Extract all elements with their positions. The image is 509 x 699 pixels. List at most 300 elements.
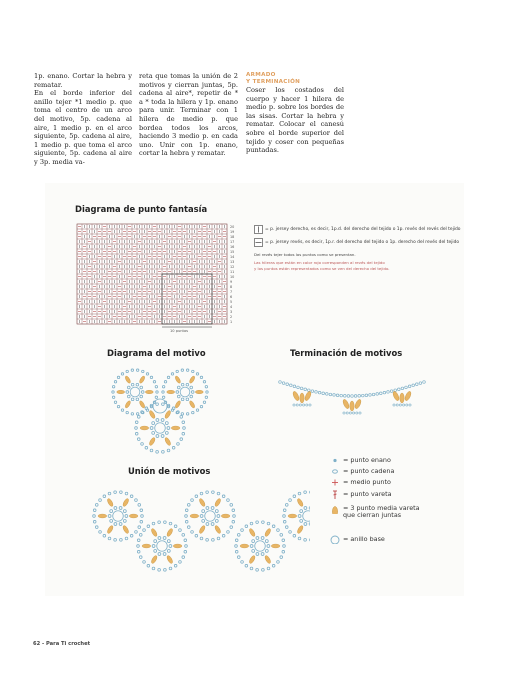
chain-bead [372,393,375,396]
ring-bead [215,519,218,522]
chain-bead [142,370,144,372]
chain-bead [340,394,343,397]
chain-bead [326,393,329,396]
petal-cluster [129,514,138,518]
ring-bead [177,395,180,398]
ring-bead [125,515,128,518]
chain-bead [141,443,144,446]
anillo-icon [329,535,343,544]
ring-bead [140,395,143,398]
ring-bead [167,549,170,552]
ring-bead [152,422,155,425]
chain-bead [365,394,368,397]
petal-cluster [354,399,362,410]
motif-diagram [110,362,210,457]
ring-bead [298,515,301,518]
chain-bead [143,561,146,564]
chain-bead [217,492,220,495]
petal-cluster [164,437,172,446]
ring-bead [126,391,129,394]
chain-bead [353,412,355,414]
petal-cluster [171,426,180,430]
chain-bead [169,567,172,570]
chain-bead [289,531,292,534]
ring-bead [154,549,157,552]
petal-cluster [198,525,206,534]
article-column-2 [139,72,238,158]
ring-bead [304,523,307,526]
petal-cluster [264,528,272,537]
chain-bead [145,407,148,410]
ring-bead [217,515,220,518]
vareta-icon [329,490,343,499]
chain-bead [200,405,202,407]
chain-bead [235,539,238,542]
chart-note-red: y los puntos están representados como se ven del derecho del tejido. [254,266,390,271]
chain-bead [293,385,296,388]
ring-bead [267,545,270,548]
chain-bead [280,556,283,559]
row-label: 12 [230,265,235,269]
row-label: 4 [230,305,233,309]
jersey-derecho-icon [254,225,263,234]
chain-bead [138,504,141,507]
chain-bead [112,391,114,393]
chain-bead [117,405,119,407]
ring-bead [127,395,130,398]
chain-bead [408,385,411,388]
ring-bead [186,398,189,401]
chain-bead [282,550,285,553]
petal-cluster [404,391,412,402]
chain-bead [137,438,140,441]
ring-bead [131,398,134,401]
chain-bead [336,394,339,397]
chain-bead [285,526,288,529]
chain-bead [303,404,305,406]
chain-bead [126,411,128,413]
chain-bead [185,545,188,548]
chain-bead [112,396,114,398]
chain-bead [130,534,133,537]
chain-bead [162,391,164,393]
chain-bead [296,404,298,406]
chain-bead [250,567,253,570]
petal-cluster [189,375,196,384]
chain-bead [347,395,350,398]
ring-bead [304,507,307,510]
ring-bead [252,540,255,543]
petal-cluster [400,393,404,403]
chain-bead [282,539,285,542]
chain-bead [205,396,207,398]
petal-cluster [240,544,249,548]
chain-bead [293,495,296,498]
chain-bead [103,534,106,537]
ring-bead [114,523,117,526]
chain-bead [156,451,159,454]
ring-bead [152,545,155,548]
chain-bead [135,432,138,435]
chain-bead [206,491,209,494]
chain-bead [401,387,404,390]
cadena-oval-icon [329,467,343,476]
row-label: 11 [230,270,235,274]
chain-bead [131,369,133,371]
chain-bead [99,499,102,502]
ring-bead [158,537,161,540]
chain-bead [387,391,390,394]
chain-bead [419,382,422,385]
chain-bead [212,491,215,494]
chain-bead [150,449,153,452]
petal-cluster [139,375,146,384]
ring-bead [265,540,268,543]
chain-bead [241,529,244,532]
chain-bead [237,556,240,559]
chain-bead [322,392,325,395]
petal-cluster [122,498,130,507]
chain-bead [267,567,270,570]
chain-bead [283,545,286,548]
chain-bead [203,381,205,383]
chain-bead [289,499,292,502]
key-row [329,456,391,465]
ring-bead [181,383,184,386]
key-row [329,478,391,487]
chain-bead [140,520,143,523]
key-label: = punto enano [343,456,391,464]
chain-bead [329,393,332,396]
chain-bead [164,569,167,572]
row-label: 6 [230,295,233,299]
row-label: 13 [230,260,235,264]
chain-bead [185,520,188,523]
chain-bead [241,561,244,564]
enano-dot-icon [329,456,343,465]
ring-bead [300,519,303,522]
section-heading: ARMADO [246,72,276,78]
chain-bead [383,391,386,394]
chain-bead [406,404,408,406]
chain-bead [179,561,182,564]
chain-bead [139,534,142,537]
chain-bead [156,403,159,406]
chain-bead [230,504,233,507]
union-diagram [80,478,310,588]
motivo-title: Diagrama del motivo [107,348,206,358]
row-label: 10 [230,275,235,279]
chain-bead [174,525,177,528]
petal-cluster [300,393,304,403]
chain-bead [230,526,233,529]
paragraph: Coser los costados del cuerpo y hacer 1 hilera de medio p. sobre los bordes de las sisas. Cortar la hebra y rematar. Colocar el canesú sobre el borde superior del tejido y coser con pequeñas puntadas. [246,86,344,155]
chain-bead [182,421,185,424]
chain-bead [182,432,185,435]
key-row [329,467,394,476]
chain-bead [306,404,308,406]
chain-bead [114,539,117,542]
chain-bead [195,495,198,498]
row-label: 17 [230,240,235,244]
chain-bead [286,383,289,386]
terminacion-title: Terminación de motivos [290,348,403,358]
ring-bead [191,391,194,394]
anillo-base [205,511,216,522]
chain-bead [282,382,285,385]
chain-bead [138,526,141,529]
chain-bead [227,499,230,502]
chain-bead [150,376,152,378]
ring-bead [156,435,159,438]
petal-cluster [98,514,107,518]
petal-cluster [166,555,174,564]
ring-bead [110,510,113,513]
ring-bead [186,383,189,386]
chain-bead [120,539,123,542]
ring-bead [152,431,155,434]
row-label: 2 [230,315,233,319]
chain-bead [298,537,301,540]
key-label: = 3 punto media vareta que cierran juntas [343,504,420,520]
ring-bead [161,419,164,422]
petal-cluster [174,375,181,384]
page-footer: 62 - Para Ti crochet [33,641,91,647]
ring-bead [169,545,172,548]
chain-bead [169,522,172,525]
chain-bead [145,446,148,449]
row-label: 15 [230,250,235,254]
petal-cluster [304,391,312,402]
chain-bead [186,413,188,415]
chain-bead [267,522,270,525]
chain-bead [93,509,96,512]
chain-bead [180,438,183,441]
chain-bead [167,376,169,378]
ring-bead [190,395,193,398]
ring-bead [123,510,126,513]
chain-bead [235,550,238,553]
chain-bead [146,373,148,375]
chain-bead [399,404,401,406]
chain-bead [137,545,140,548]
chain-bead [108,537,111,540]
petal-cluster [221,514,230,518]
chain-bead [117,376,119,378]
petal-cluster [198,498,206,507]
chain-bead [192,411,194,413]
ring-bead [141,391,144,394]
petal-cluster [139,400,146,409]
chain-bead [343,412,345,414]
chain-bead [283,509,286,512]
ring-bead [165,422,168,425]
petal-cluster [214,525,222,534]
chain-bead [174,564,177,567]
chain-bead [171,373,173,375]
chain-bead [140,509,143,512]
petal-cluster [288,514,297,518]
chain-bead [172,407,175,410]
ring-bead [163,537,166,540]
chain-bead [137,550,140,553]
chain-bead [298,492,301,495]
petal-cluster [271,544,280,548]
chain-bead [158,569,161,572]
chain-bead [299,404,301,406]
row-label: 19 [230,230,235,234]
chain-bead [184,550,187,553]
chain-bead [114,401,116,403]
chain-bead [139,556,142,559]
row-label: 18 [230,235,235,239]
row-label: 16 [230,245,235,249]
section-heading: Y TERMINACIÓN [246,79,301,85]
chain-bead [162,386,164,388]
chain-bead [290,384,293,387]
chain-bead [95,526,98,529]
row-label: 3 [230,310,233,314]
chain-bead [135,499,138,502]
chain-bead [206,539,209,542]
ring-bead [202,519,205,522]
anillo-base [130,387,140,397]
chain-bead [147,525,150,528]
ring-bead [181,398,184,401]
chain-bead [181,369,183,371]
chain-bead [147,564,150,567]
petal-cluster [248,528,256,537]
terminacion-diagram [272,360,432,420]
chain-bead [369,394,372,397]
chain-bead [256,521,259,524]
chain-bead [135,427,138,430]
petal-cluster [189,400,196,409]
chain-bead [380,392,383,395]
petal-cluster [173,544,182,548]
chain-bead [423,381,426,384]
jersey-reves-icon [254,238,263,247]
key-label: = punto vareta [343,490,392,498]
ring-bead [119,523,122,526]
chain-bead [176,370,178,372]
chain-bead [205,386,207,388]
ring-bead [110,519,113,522]
chain-bead [344,395,347,398]
chain-bead [187,504,190,507]
ring-bead [206,507,209,510]
ring-bead [309,507,310,510]
chain-bead [177,443,180,446]
chain-bead [245,564,248,567]
chain-bead [183,427,186,430]
chain-bead [354,395,357,398]
row-label: 8 [230,285,233,289]
chain-bead [136,413,138,415]
ring-bead [200,515,203,518]
paragraph: reta que tomas la unión de 2 motivos y cierran juntas, 5p. cadena al aire*, repetir de * a * toda la hilera y 1p. enano para unir. Terminar con 1 hilera de medio p. que bordea todos los arcos, haciendo 3 medio p. en cada uno. Unir con 1p. enano, cortar la hebra y rematar. [139,72,238,158]
petal-cluster [124,375,131,384]
chain-bead [376,393,379,396]
chain-bead [93,520,96,523]
petal-cluster [167,390,175,394]
fantasia-title: Diagrama de punto fantasía [75,204,208,214]
ring-bead [114,507,117,510]
chain-bead [262,521,265,524]
key-row [329,505,421,520]
chain-bead [346,412,348,414]
chain-bead [300,387,303,390]
chain-bead [182,556,185,559]
chain-bead [108,492,111,495]
chain-bead [155,386,157,388]
key-label: = punto cadena [343,467,395,475]
chain-bead [222,534,225,537]
row-label: 14 [230,255,235,259]
ring-bead [261,537,264,540]
ring-bead [161,435,164,438]
anillo-base [255,541,266,552]
chain-bead [191,531,194,534]
petal-cluster [150,528,158,537]
paragraph: 1p. enano. Cortar la hebra y rematar. [34,72,132,89]
chain-bead [135,531,138,534]
petal-cluster [248,555,256,564]
chain-bead [233,515,236,518]
chain-bead [405,386,408,389]
chain-bead [186,369,188,371]
chain-bead [179,529,182,532]
petal-cluster [140,426,149,430]
anillo-base [303,511,310,522]
ring-bead [165,431,168,434]
anillo-base [180,387,190,397]
chain-bead [167,449,170,452]
petal-cluster [106,525,114,534]
chain-bead [203,401,205,403]
chain-bead [351,395,354,398]
chain-bead [114,491,117,494]
ring-bead [252,549,255,552]
petal-cluster [392,391,400,402]
chain-bead [131,413,133,415]
chain-bead [103,495,106,498]
row-label: 5 [230,300,233,304]
chain-bead [185,509,188,512]
chain-bead [237,534,240,537]
anillo-base [153,399,167,413]
chain-bead [156,391,158,393]
chain-bead [304,491,307,494]
chain-bead [162,451,165,454]
chain-bead [311,390,314,393]
chain-bead [136,369,138,371]
ring-bead [140,386,143,389]
petal-cluster [148,437,156,446]
chain-bead [393,404,395,406]
petal-cluster [117,390,125,394]
chain-bead [164,381,166,383]
ring-bead [119,507,122,510]
chain-bead [172,446,175,449]
ring-bead [158,553,161,556]
chain-bead [152,522,155,525]
chain-bead [125,537,128,540]
chain-bead [99,531,102,534]
chain-bead [272,564,275,567]
chain-bead [112,386,114,388]
anillo-base [157,541,168,552]
